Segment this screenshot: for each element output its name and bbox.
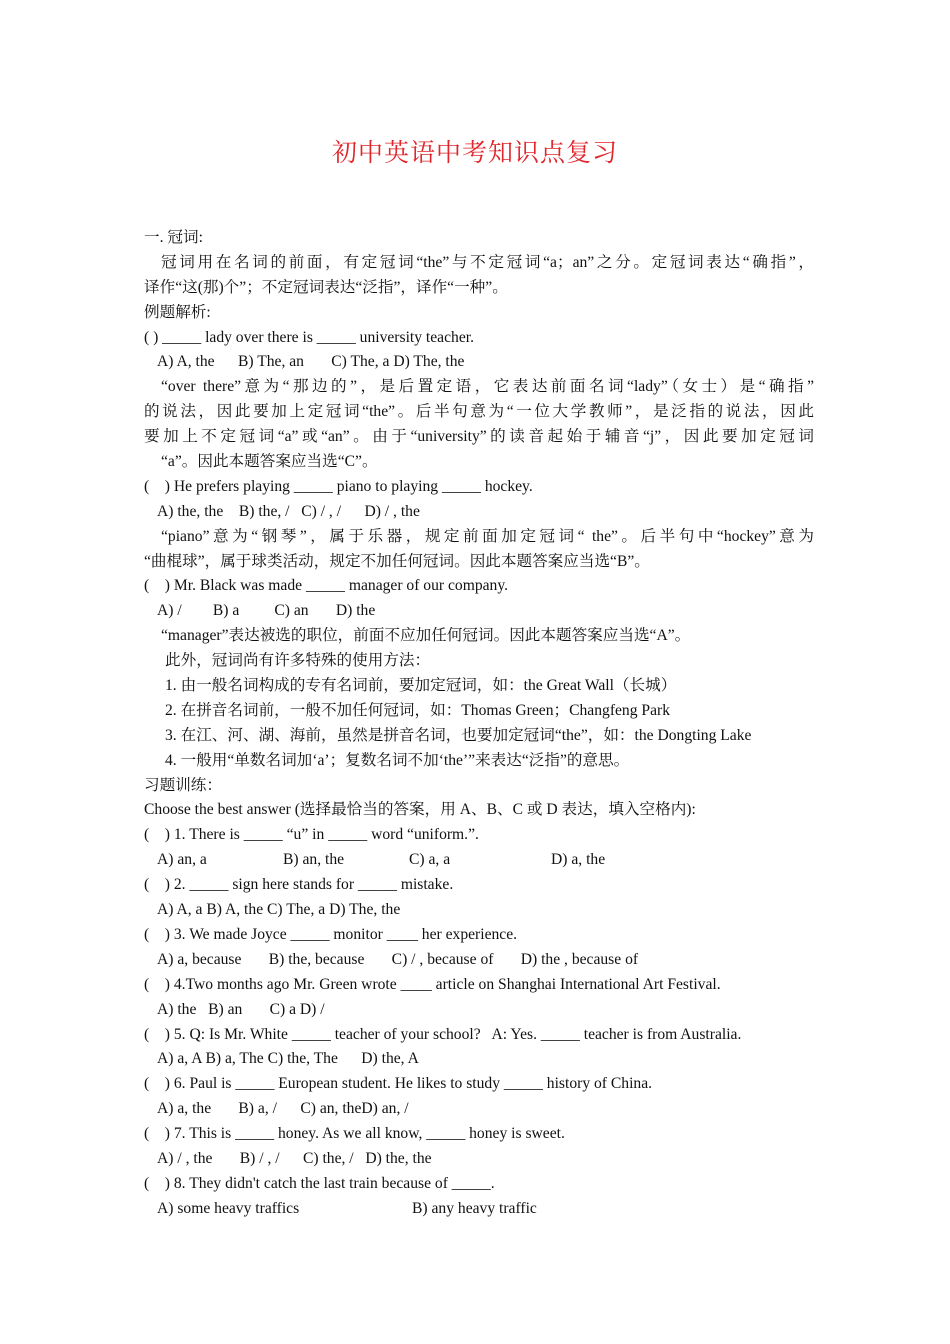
instruction-line: Choose the best answer (选择最恰当的答案，用 A、B、C 或 D 表达，填入空格内): [144,801,696,819]
rule-item: 4. 一般用“单数名词加‘a’；复数名词不加‘the’”来表达“泛指”的意思。 [165,751,630,769]
exercise-question: ( ) 1. There is _____ “u” in _____ word “uniform.”. [144,826,479,844]
option-c: C) a, a [409,851,451,869]
rule-item: 3. 在江、河、湖、海前，虽然是拼音名词，也要加定冠词“the”，如：the Dongting Lake [165,726,752,744]
option-b: B) an, the [283,851,345,869]
exercise-options: A) / , the B) / , / C) the, / D) the, the [157,1149,432,1167]
options-line: A) / B) a C) an D) the [157,602,376,620]
options-line: A) A, the B) The, an C) The, a D) The, the [157,353,465,371]
exercise-question: ( ) 4.Two months ago Mr. Green wrote ____ article on Shanghai International Art Festival. [144,975,721,993]
paragraph-line: 译作“这(那)个”；不定冠词表达“泛指”，译作“一种”。 [144,278,508,296]
exercise-options: A) the B) an C) a D) / [157,1000,325,1018]
explanation-line: 的说法，因此要加上定冠词“the”。后半句意为“一位大学教师”，是泛指的说法，因此 [144,403,814,421]
option-a: A) an, a [157,851,207,869]
option-a: A) some heavy traffics [157,1199,300,1217]
question-line: ( ) He prefers playing _____ piano to playing _____ hockey. [144,477,533,495]
exercise-question: ( ) 7. This is _____ honey. As we all know, _____ honey is sweet. [144,1125,565,1143]
exercise-options: A) a, because B) the, because C) / , because of D) the , because of [157,950,639,968]
explanation-line: “manager”表达被选的职位，前面不应加任何冠词。因此本题答案应当选“A”。 [161,627,691,645]
subheading: 习题训练： [144,776,222,794]
option-d: D) a, the [551,851,606,869]
options-line: A) the, the B) the, / C) / , / D) / , the [157,502,420,520]
exercise-question: ( ) 5. Q: Is Mr. White _____ teacher of your school? A: Yes. _____ teacher is from Australia. [144,1025,742,1043]
explanation-line: “曲棍球”，属于球类活动，规定不加任何冠词。因此本题答案应当选“B”。 [144,552,650,570]
document-body [144,226,814,1222]
exercise-question: ( ) 3. We made Joyce _____ monitor ____ her experience. [144,925,518,943]
explanation-line: “piano”意为“钢琴”，属于乐器，规定前面加定冠词“ the”。后半句中“hockey”意为 [161,527,814,545]
rule-item: 2. 在拼音名词前，一般不加任何冠词，如：Thomas Green；Changfeng Park [165,701,671,719]
explanation-line: “a”。因此本题答案应当选“C”。 [161,453,378,471]
page-title: 初中英语中考知识点复习 [331,140,618,167]
question-line: ( ) Mr. Black was made _____ manager of our company. [144,577,509,595]
question-line: ( ) _____ lady over there is _____ university teacher. [144,328,474,346]
exercise-options: A) a, A B) a, The C) the, The D) the, A [157,1050,419,1068]
exercise-question: ( ) 8. They didn't catch the last train because of _____. [144,1174,495,1192]
subheading: 例题解析: [144,303,211,321]
explanation-line: “over there”意为“那边的”，是后置定语，它表达前面名词“lady”（女士）是“确指” [161,378,814,396]
paragraph-line: 冠词用在名词的前面，有定冠词“the”与不定冠词“a；an”之分。定冠词表达“确指”， [161,253,814,271]
exercise-question: ( ) 2. _____ sign here stands for _____ mistake. [144,876,454,894]
exercise-options: A) a, the B) a, / C) an, theD) an, / [157,1100,409,1118]
exercise-options [144,1197,814,1222]
option-b: B) any heavy traffic [412,1199,537,1217]
section-heading: 一. 冠词: [144,229,203,246]
rule-item: 1. 由一般名词构成的专有名词前，要加定冠词，如：the Great Wall（长城） [165,677,677,695]
exercise-options [144,848,814,873]
paragraph-line: 此外，冠词尚有许多特殊的使用方法： [165,652,431,670]
exercise-options: A) A, a B) A, the C) The, a D) The, the [157,901,401,919]
explanation-line: 要加上不定冠词“a”或“an”。由于“university”的读音起始于辅音“j”，因此要加定冠词 [144,428,814,446]
exercise-question: ( ) 6. Paul is _____ European student. He likes to study _____ history of China. [144,1075,653,1093]
